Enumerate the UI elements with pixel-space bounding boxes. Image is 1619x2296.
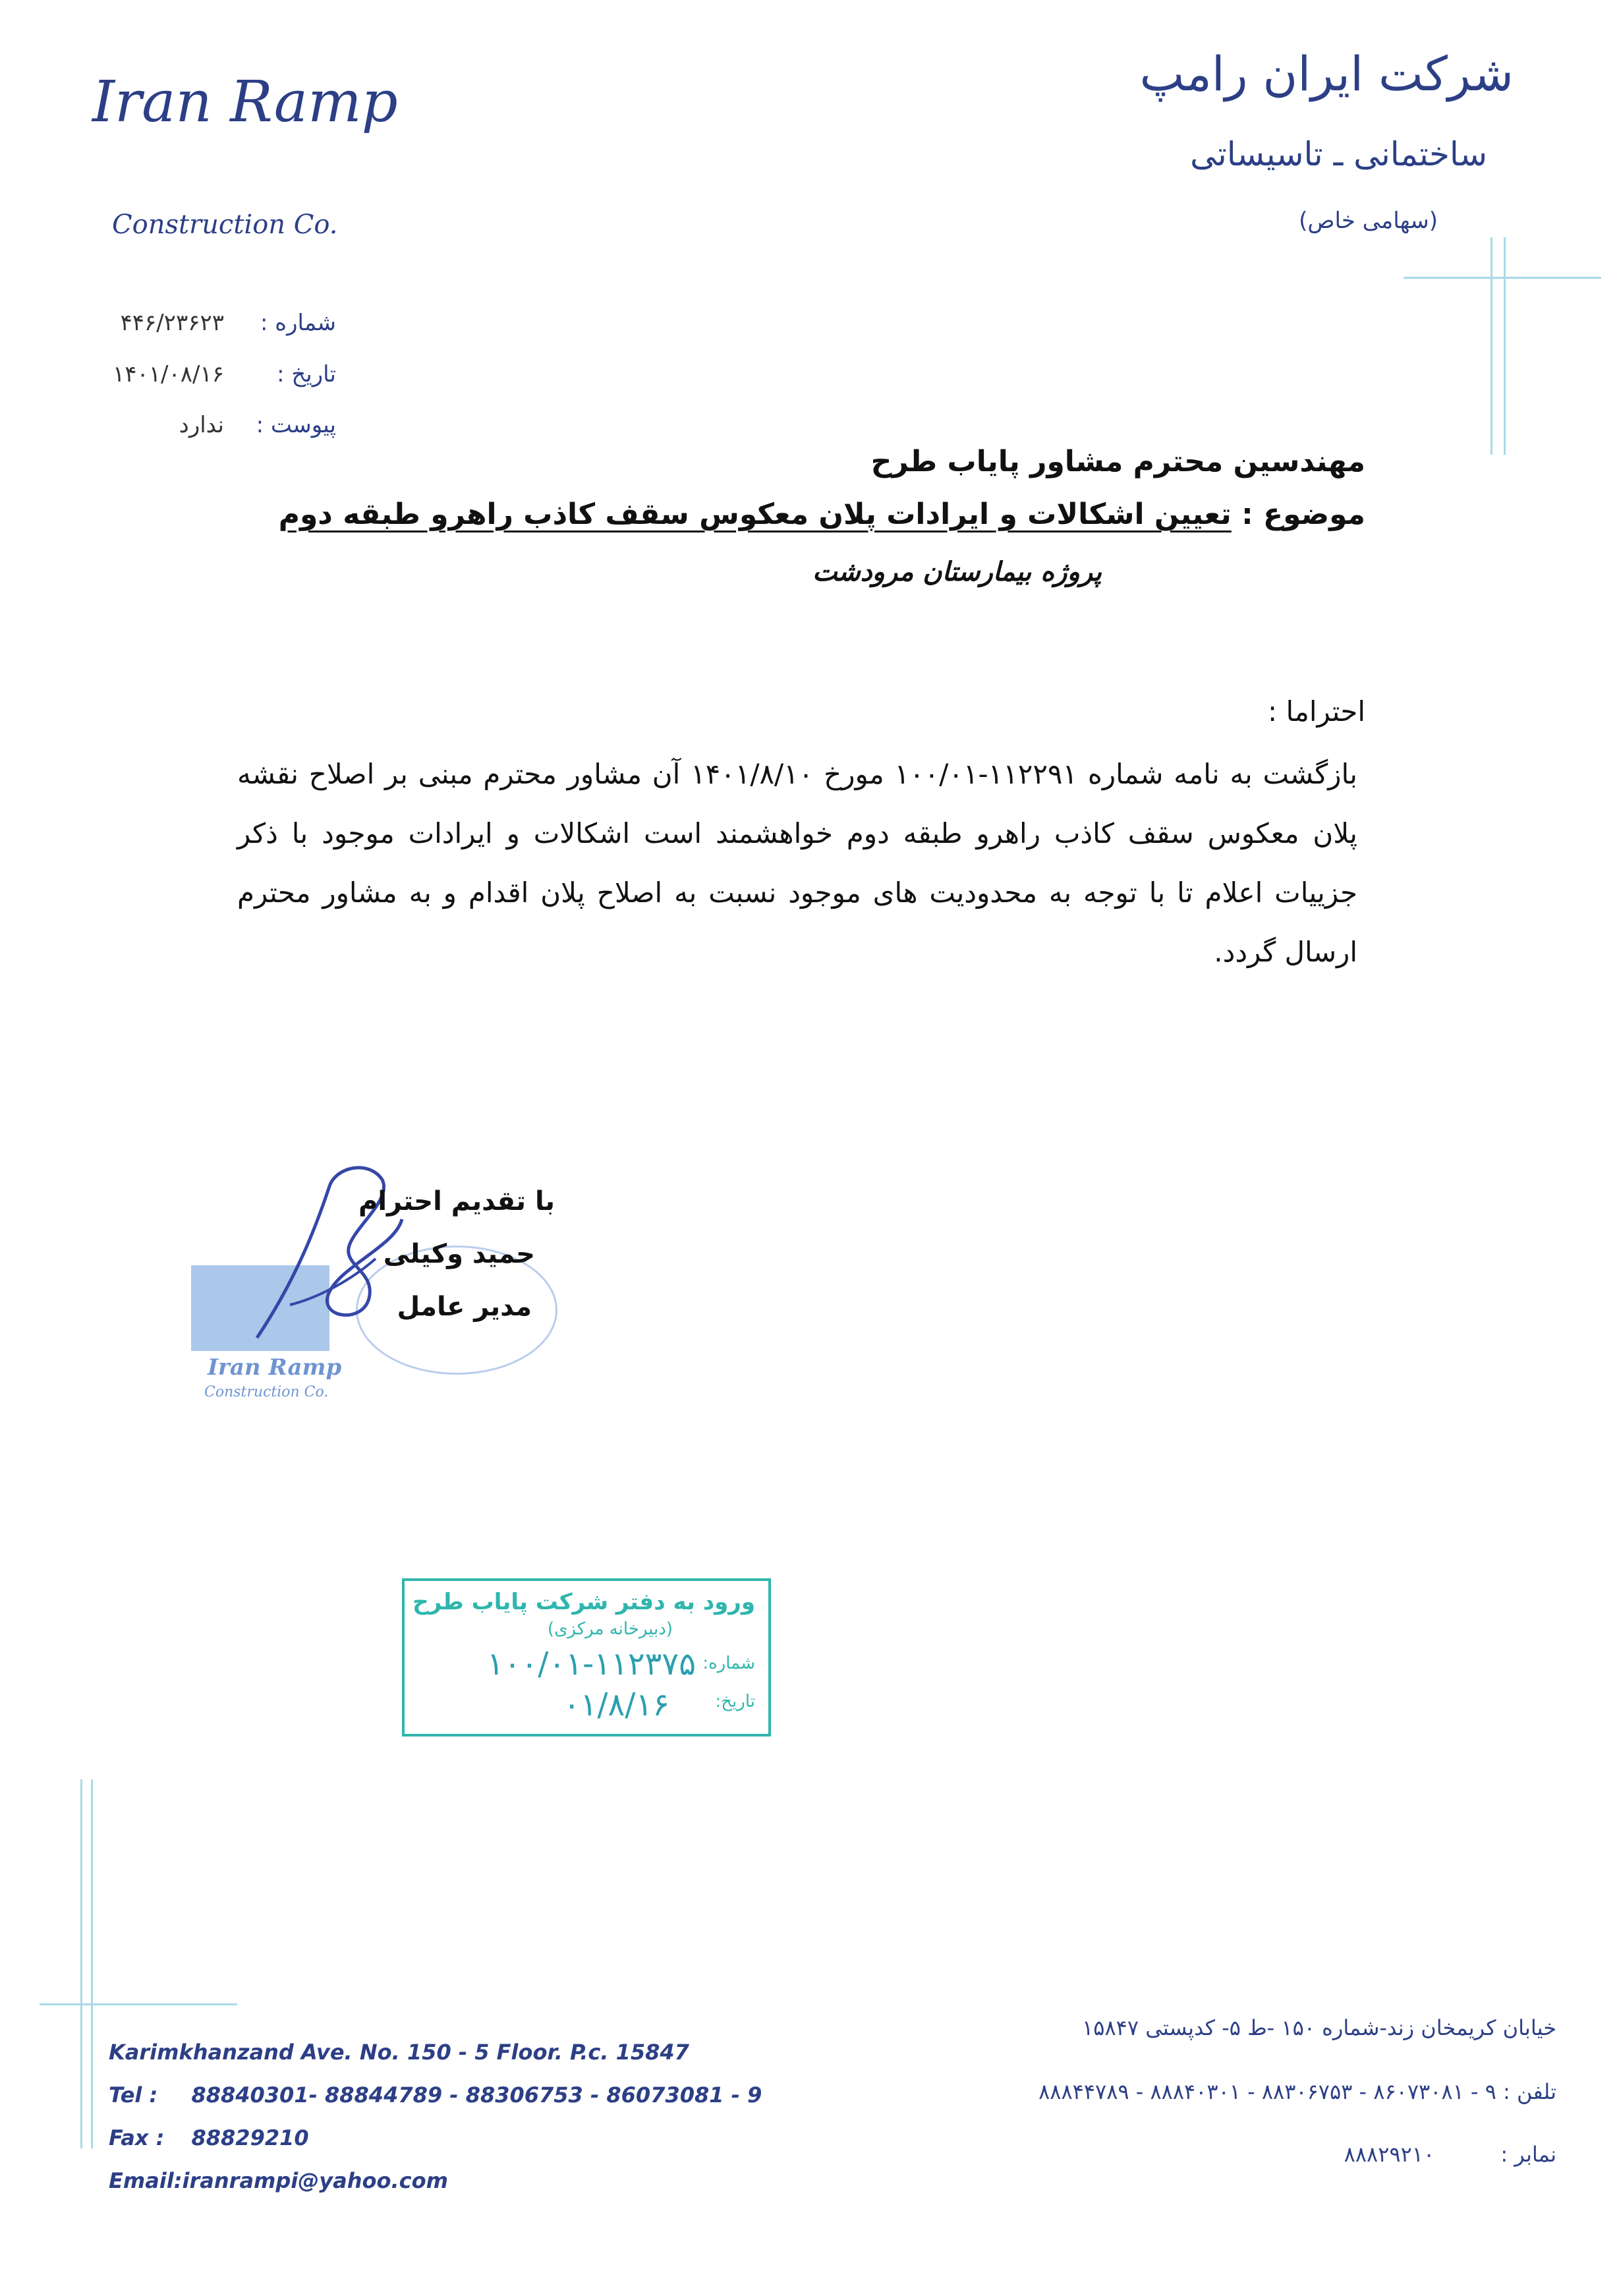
project-line: پروژه بیمارستان مرودشت — [812, 557, 1102, 587]
decor-rule-bottom-left-h — [40, 2003, 237, 2005]
stamp-date-value: ۰۱/۸/۱۶ — [563, 1686, 669, 1723]
body-paragraph: بازگشت به نامه شماره ۱۱۲۲۹۱-۱۰۰/۰۱ مورخ ۱۴۰۱/۸/۱۰ آن مشاور محترم مبنی بر اصلاح نقشه پلان معکوس سقف کاذب راهرو طبقه دوم خواهشمند است اشکالات و ایرادات موجود با ذکر جزییات اعلام تا با توجه به محدودیت های موجود نسبت به اصلاح پلان اقدام و به مشاور محترم ارسال گردد. — [237, 758, 1357, 968]
footer-fax-label-fa: نمابر : — [1500, 2142, 1556, 2167]
stamp-subtitle: (دبیرخانه مرکزی) — [547, 1619, 673, 1639]
stamp-number-value: ۱۰۰/۰۱-۱۱۲۳۷۵ — [486, 1646, 696, 1682]
stamp-title: ورود به دفتر شرکت پایاب طرح — [412, 1589, 755, 1615]
footer-tel-value-fa: ۹ - ۸۶۰۷۳۰۸۱ - ۸۸۳۰۶۷۵۳ - ۸۸۸۴۰۳۰۱ - ۸۸۸۴۴۷۸۹ — [1038, 2079, 1496, 2104]
signer-title: مدیر عامل — [397, 1292, 532, 1322]
stamp-date-label: تاریخ: — [715, 1692, 755, 1711]
meta-attachment-value: ندارد — [179, 412, 224, 438]
subject-label: موضوع : — [1241, 498, 1365, 531]
meta-number-value: ۴۴۶/۲۳۶۲۳ — [120, 310, 224, 336]
meta-date-label: تاریخ : — [277, 361, 336, 387]
recipient-line: مهندسین محترم مشاور پایاب طرح — [870, 445, 1365, 478]
company-legal-fa: (سهامی خاص) — [1299, 208, 1438, 234]
footer-tel-en — [109, 2082, 762, 2108]
footer-tel-label-fa: تلفن : — [1503, 2079, 1556, 2104]
subject-line — [279, 498, 1365, 531]
meta-attachment — [99, 412, 336, 458]
footer-fax-value-fa: ۸۸۸۲۹۲۱۰ — [1344, 2142, 1435, 2167]
meta-date — [99, 361, 336, 407]
company-logo-en: Iran Ramp — [92, 69, 398, 135]
meta-number-label: شماره : — [260, 310, 336, 336]
received-stamp — [402, 1578, 771, 1736]
subject-text: تعیین اشکالات و ایرادات پلان معکوس سقف کاذب راهرو طبقه دوم — [278, 498, 1232, 531]
decor-rule-top-right-h — [1404, 277, 1601, 279]
decor-rule-bottom-left-v2 — [91, 1779, 93, 2148]
company-subtitle-en: Construction Co. — [112, 210, 338, 240]
seal-name-en: Iran Ramp — [208, 1354, 342, 1381]
company-name-fa: شرکت ایران رامپ — [1139, 46, 1514, 101]
seal-sub-en: Construction Co. — [204, 1384, 329, 1400]
closing-line: با تقدیم احترام — [358, 1186, 555, 1217]
greeting: احتراما : — [1268, 695, 1365, 728]
footer-fax-label-en: Fax : — [109, 2125, 165, 2150]
footer-tel-value-en: 88840301- 88844789 - 88306753 - 86073081 - 9 — [191, 2082, 762, 2108]
decor-rule-top-right-v — [1491, 237, 1492, 455]
meta-date-value: ۱۴۰۱/۰۸/۱۶ — [112, 361, 224, 387]
meta-attachment-label: پیوست : — [256, 412, 336, 438]
footer-tel-fa — [1038, 2079, 1556, 2104]
stamp-number-label: شماره: — [702, 1653, 755, 1673]
footer-fax-fa — [1344, 2142, 1556, 2167]
footer-email-en: Email:iranrampi@yahoo.com — [109, 2168, 448, 2193]
footer-tel-label-en: Tel : — [109, 2082, 158, 2108]
decor-rule-top-right-v2 — [1504, 237, 1506, 455]
footer-fax-en — [109, 2125, 309, 2150]
footer-address-en: Karimkhanzand Ave. No. 150 - 5 Floor. P.c. 15847 — [109, 2040, 689, 2065]
decor-rule-bottom-left-v — [80, 1779, 82, 2148]
footer-address-fa: خیابان کریمخان زند-شماره ۱۵۰ -ط ۵- کدپستی ۱۵۸۴۷ — [1082, 2015, 1556, 2040]
company-type-fa: ساختمانی ـ تاسیساتی — [1190, 135, 1487, 173]
signer-name: حمید وکیلی — [383, 1239, 535, 1269]
meta-number — [99, 310, 336, 356]
footer-fax-value-en: 88829210 — [191, 2125, 309, 2150]
